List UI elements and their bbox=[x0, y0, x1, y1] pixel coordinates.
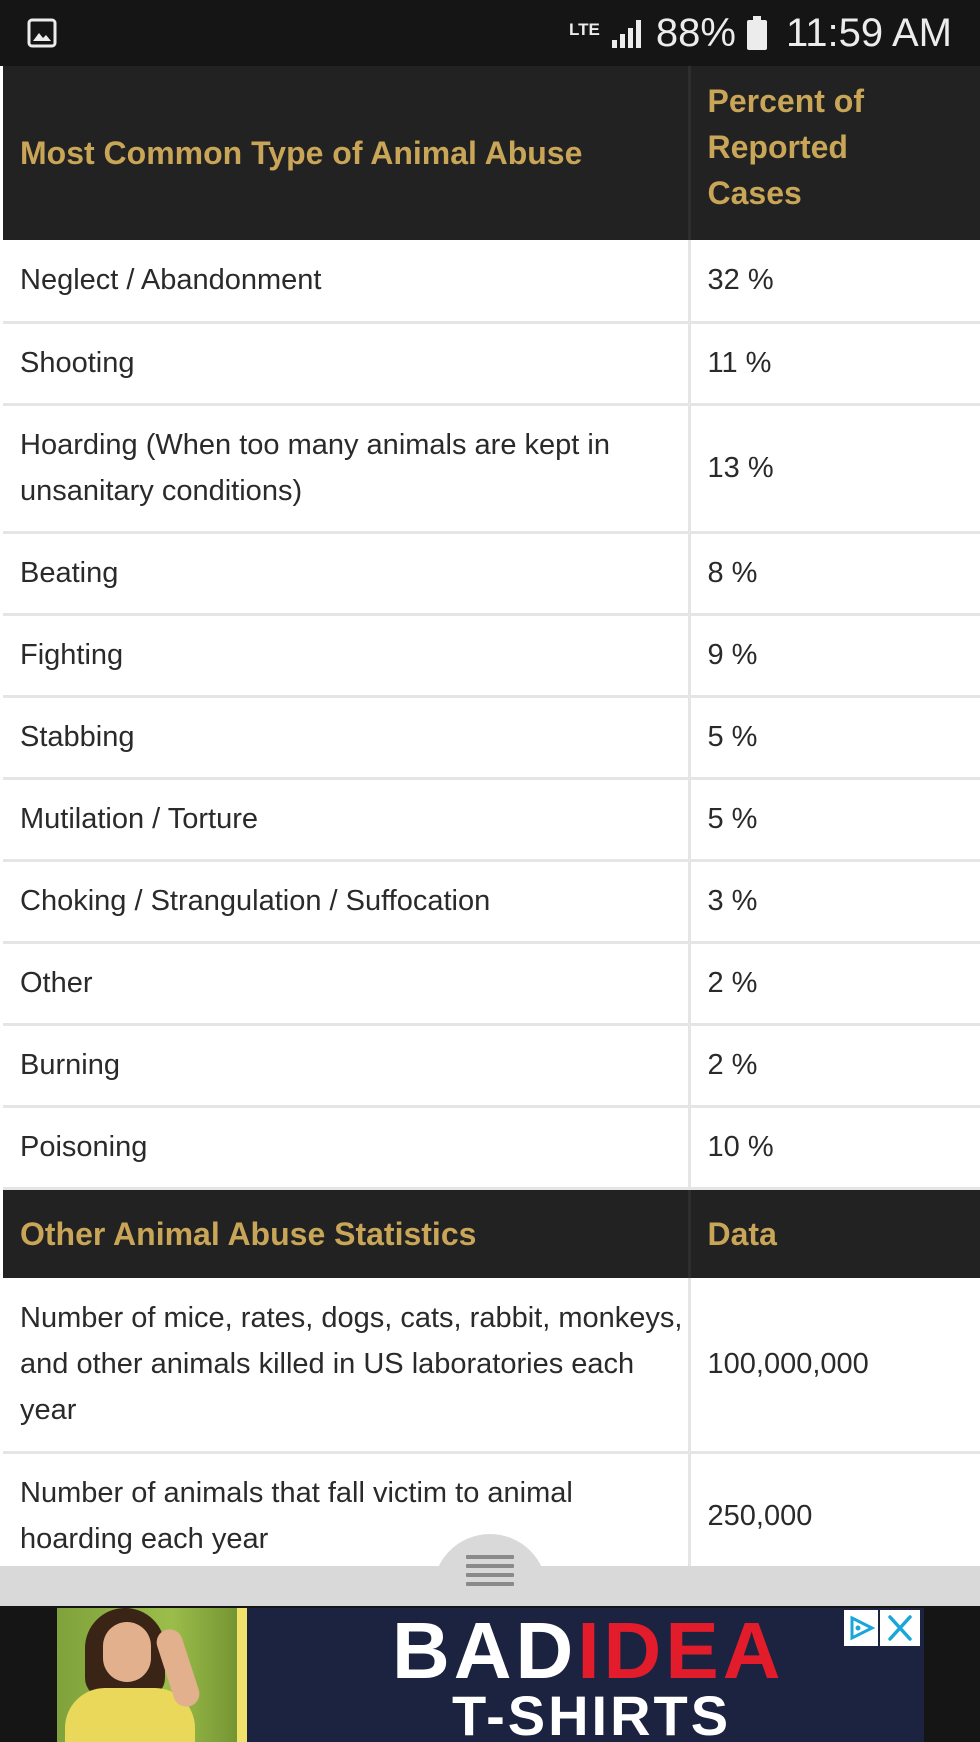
table-row bbox=[3, 532, 980, 614]
abuse-type: Poisoning bbox=[3, 1106, 689, 1188]
menu-handle-icon[interactable] bbox=[466, 1555, 514, 1585]
abuse-type: Burning bbox=[3, 1024, 689, 1106]
table-row bbox=[3, 1024, 980, 1106]
table-row bbox=[3, 240, 980, 322]
stat-value: 250,000 bbox=[689, 1452, 980, 1566]
ad-choices-icon[interactable] bbox=[844, 1610, 878, 1646]
gallery-icon bbox=[26, 17, 58, 49]
table-row bbox=[3, 404, 980, 532]
abuse-type: Neglect / Abandonment bbox=[3, 240, 689, 322]
table-header-row bbox=[3, 66, 980, 240]
abuse-type: Hoarding (When too many animals are kept in unsanitary conditions) bbox=[3, 404, 689, 532]
abuse-percent: 32 % bbox=[689, 240, 980, 322]
article-content[interactable] bbox=[3, 66, 980, 1566]
abuse-percent: 2 % bbox=[689, 1024, 980, 1106]
abuse-percent: 5 % bbox=[689, 696, 980, 778]
header-percent-line: Cases bbox=[707, 175, 802, 211]
abuse-percent: 13 % bbox=[689, 404, 980, 532]
table-row bbox=[3, 614, 980, 696]
abuse-statistics-table bbox=[3, 66, 980, 1566]
ad-subline[interactable]: T-SHIRTS bbox=[452, 1684, 732, 1742]
table-row bbox=[3, 1278, 980, 1452]
stat-value: 100,000,000 bbox=[689, 1278, 980, 1452]
status-bar bbox=[0, 0, 980, 66]
abuse-percent: 2 % bbox=[689, 942, 980, 1024]
header-percent-line: Percent of bbox=[707, 83, 864, 119]
abuse-type: Shooting bbox=[3, 322, 689, 404]
header-other-stats: Other Animal Abuse Statistics bbox=[3, 1188, 689, 1278]
ad-headline-white: BAD bbox=[392, 1608, 578, 1695]
stat-label: Number of animals that fall victim to animal hoarding each year bbox=[3, 1452, 689, 1566]
ad-photo[interactable] bbox=[57, 1608, 247, 1742]
abuse-type: Choking / Strangulation / Suffocation bbox=[3, 860, 689, 942]
ad-headline[interactable] bbox=[392, 1608, 784, 1694]
table-row bbox=[3, 860, 980, 942]
table-row bbox=[3, 322, 980, 404]
table-row bbox=[3, 942, 980, 1024]
clock: 11:59 AM bbox=[785, 10, 952, 55]
abuse-percent: 9 % bbox=[689, 614, 980, 696]
header-data: Data bbox=[689, 1188, 980, 1278]
ad-banner[interactable] bbox=[57, 1608, 924, 1742]
status-right bbox=[569, 0, 952, 66]
table-header-row bbox=[3, 1188, 980, 1278]
signal-icon bbox=[610, 16, 646, 50]
abuse-type: Mutilation / Torture bbox=[3, 778, 689, 860]
abuse-percent: 5 % bbox=[689, 778, 980, 860]
abuse-percent: 11 % bbox=[689, 322, 980, 404]
table-row bbox=[3, 1106, 980, 1188]
close-icon[interactable] bbox=[880, 1610, 920, 1646]
abuse-percent: 3 % bbox=[689, 860, 980, 942]
header-percent-line: Reported bbox=[707, 129, 848, 165]
stat-label: Number of mice, rates, dogs, cats, rabbit, monkeys, and other animals killed in US laboratories each year bbox=[3, 1278, 689, 1452]
header-percent bbox=[689, 66, 980, 240]
abuse-type: Stabbing bbox=[3, 696, 689, 778]
header-type: Most Common Type of Animal Abuse bbox=[3, 66, 689, 240]
ad-headline-red: IDEA bbox=[577, 1608, 785, 1695]
abuse-type: Other bbox=[3, 942, 689, 1024]
abuse-type: Beating bbox=[3, 532, 689, 614]
table-row bbox=[3, 696, 980, 778]
table-row bbox=[3, 778, 980, 860]
abuse-percent: 10 % bbox=[689, 1106, 980, 1188]
network-type: LTE bbox=[569, 20, 600, 39]
abuse-type: Fighting bbox=[3, 614, 689, 696]
battery-percent: 88% bbox=[655, 10, 736, 55]
abuse-percent: 8 % bbox=[689, 532, 980, 614]
battery-icon bbox=[746, 16, 768, 50]
